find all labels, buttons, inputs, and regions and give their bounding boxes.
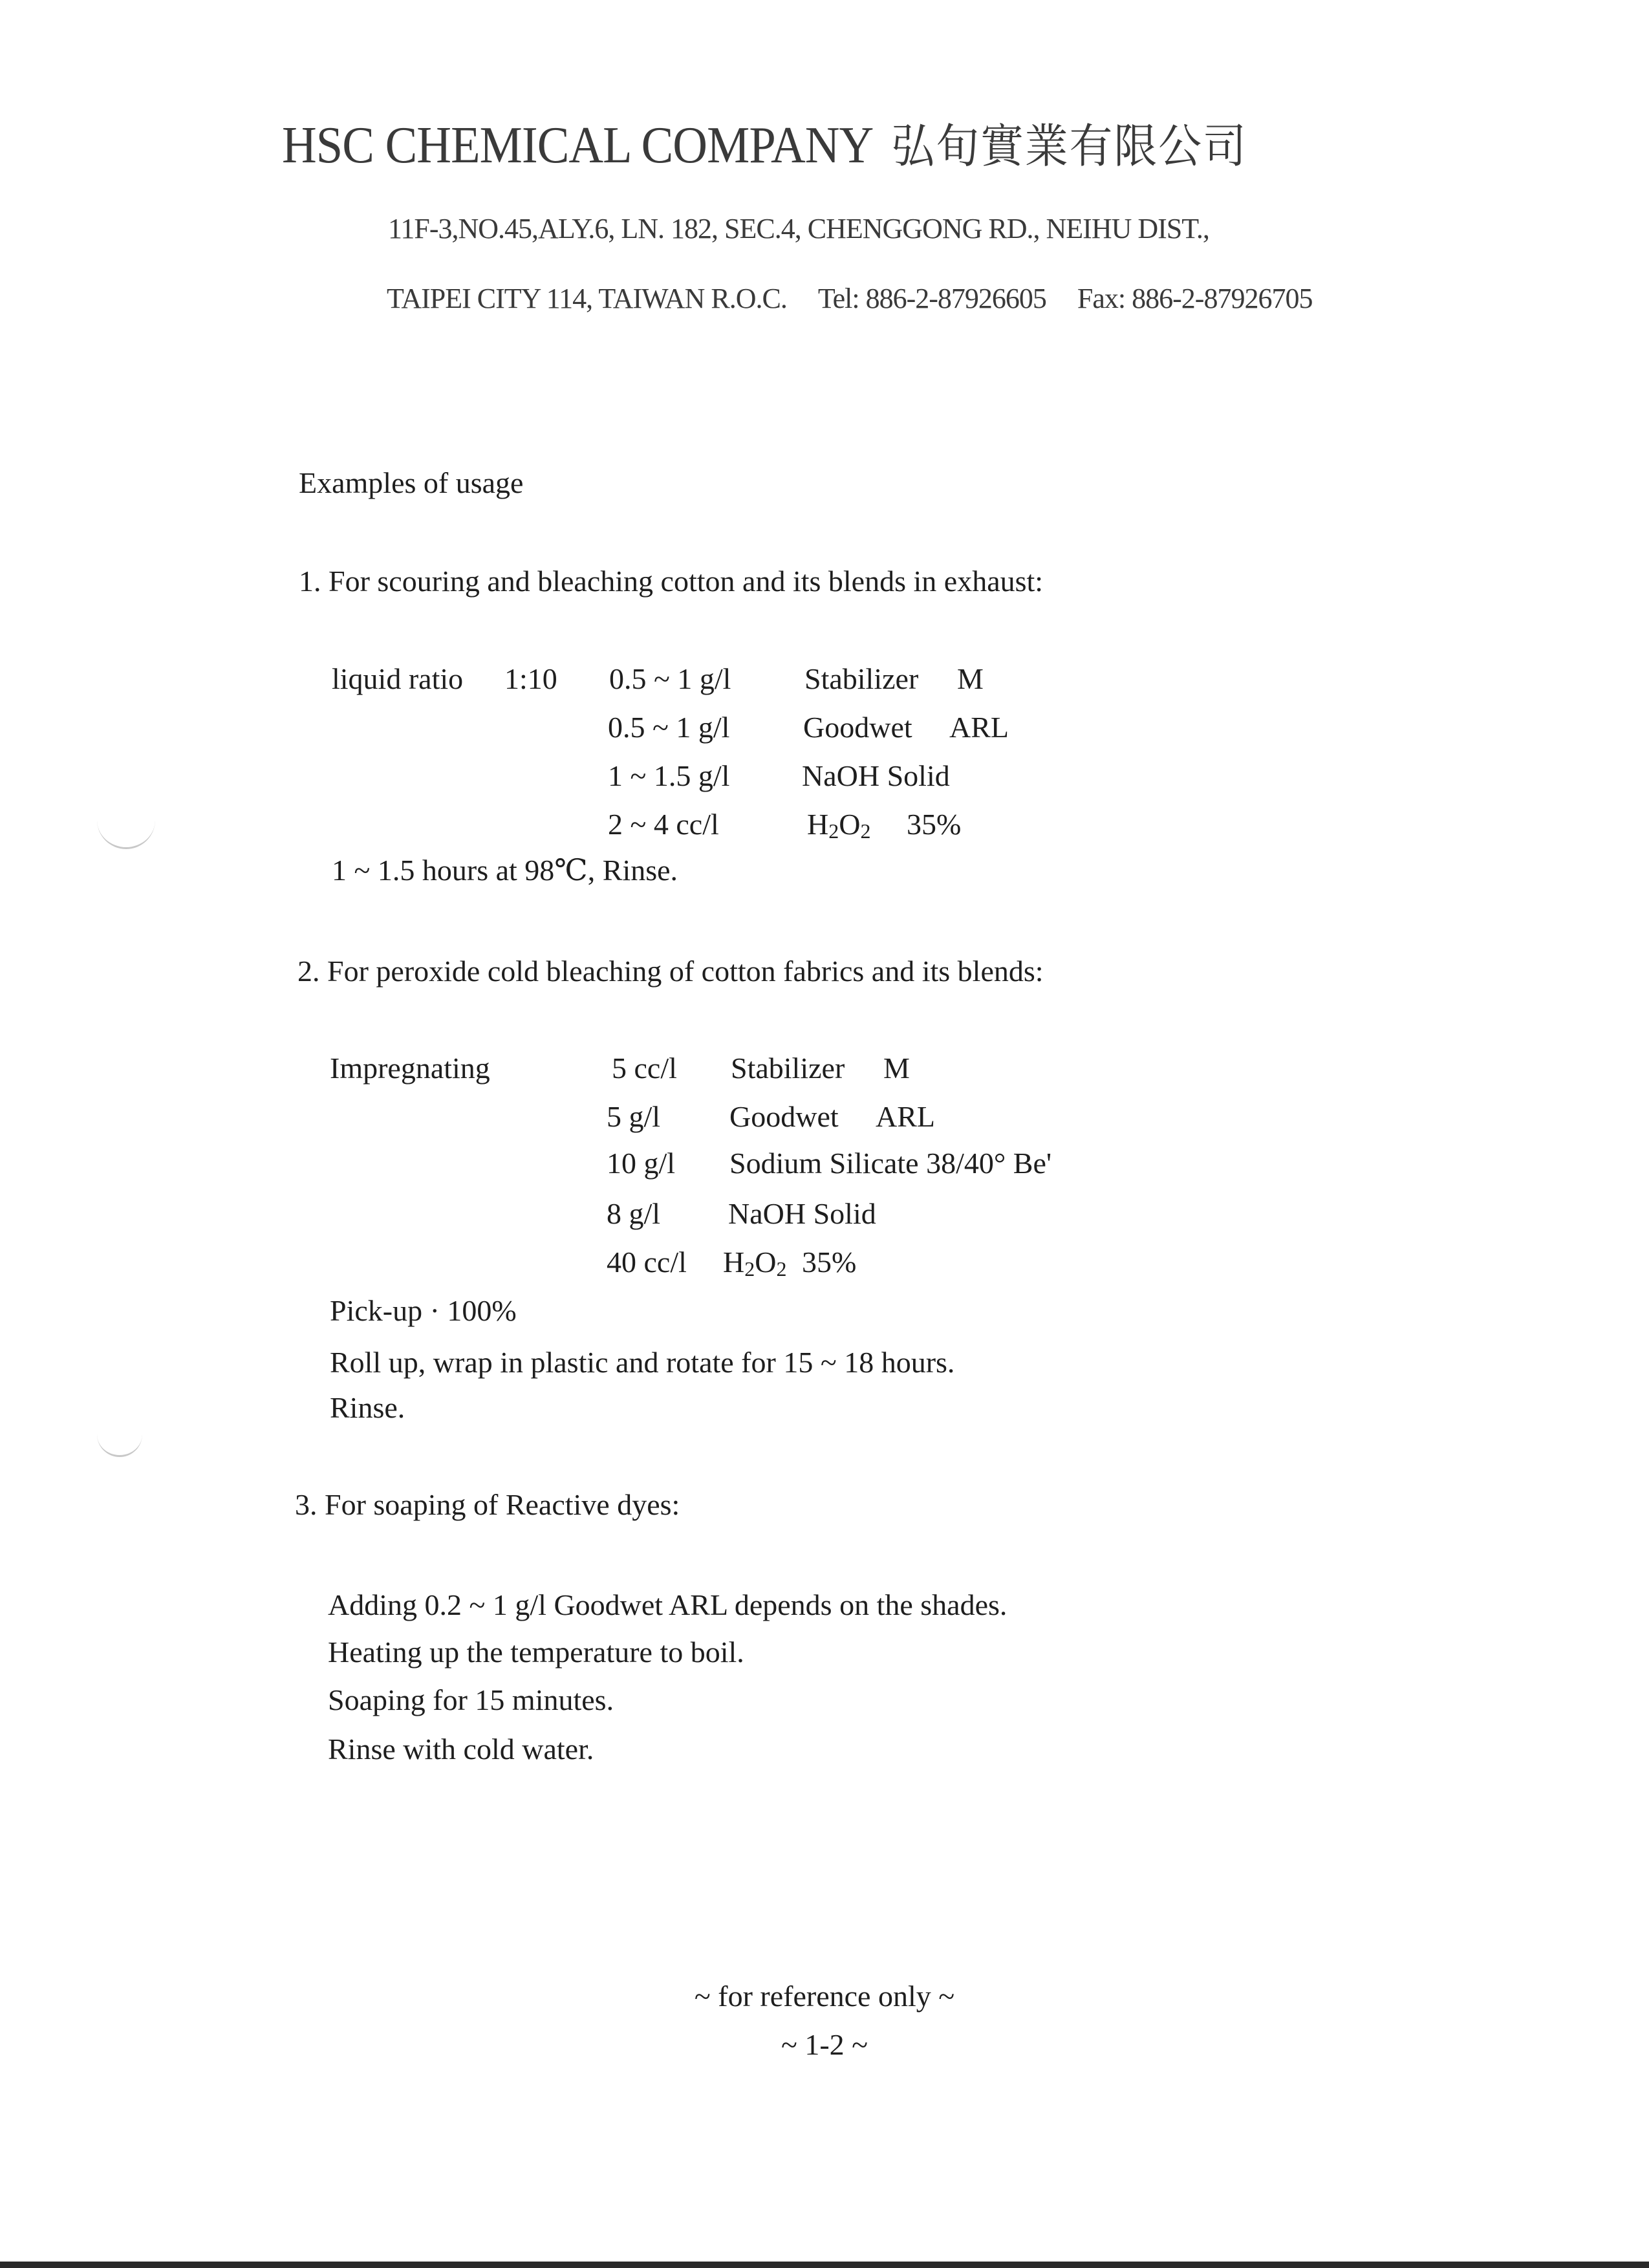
section-2-roll: Roll up, wrap in plastic and rotate for 15 ~ 18 hours. (330, 1346, 955, 1379)
address-line-1: 11F-3,NO.45,ALY.6, LN. 182, SEC.4, CHENGGONG RD., NEIHU DIST., (388, 213, 1209, 244)
s1-row-1-name: Stabilizer (804, 662, 919, 695)
s1-row-3-amount: 1 ~ 1.5 g/l (608, 759, 730, 792)
s1-row-4-name: H2O2 (807, 808, 871, 843)
s2-row-1-code: M (883, 1052, 910, 1085)
footer-disclaimer: ~ for reference only ~ (694, 1980, 955, 2013)
page-number: ~ 1-2 ~ (781, 2028, 868, 2061)
s1-row-4-code: 35% (907, 808, 962, 841)
s2-row-3-amount: 10 g/l (607, 1147, 676, 1180)
s1-row-1-amount: 0.5 ~ 1 g/l (609, 662, 731, 695)
address-line-2 (387, 282, 1312, 315)
s1-row-2-code: ARL (949, 711, 1009, 744)
s1-row-2-name: Goodwet (803, 711, 912, 744)
scan-edge (0, 2262, 1649, 2268)
address-city: TAIPEI CITY 114, TAIWAN R.O.C. (387, 283, 787, 314)
scan-hole-mark (97, 808, 155, 849)
s2-row-5-name: H2O2 (723, 1246, 787, 1280)
s2-row-5-code: 35% (802, 1246, 857, 1279)
s2-row-2-amount: 5 g/l (607, 1100, 661, 1133)
section-1-heading: 1. For scouring and bleaching cotton and its blends in exhaust: (299, 565, 1044, 598)
s2-row-2-name: Goodwet (729, 1100, 839, 1133)
s3-line-4: Rinse with cold water. (328, 1733, 594, 1766)
s1-row-3-name: NaOH Solid (802, 759, 950, 792)
s2-row-2-code: ARL (876, 1100, 935, 1133)
s1-row-1-code: M (957, 662, 984, 695)
s2-row-4-amount: 8 g/l (607, 1197, 661, 1230)
s2-row-1-name: Stabilizer (731, 1052, 845, 1085)
company-name-zh: 弘旬實業有限公司 (891, 119, 1247, 173)
s3-line-1: Adding 0.2 ~ 1 g/l Goodwet ARL depends on the shades. (328, 1588, 1008, 1621)
s2-row-5-amount: 40 cc/l (607, 1246, 687, 1279)
s3-line-2: Heating up the temperature to boil. (328, 1636, 744, 1669)
s3-line-3: Soaping for 15 minutes. (328, 1683, 614, 1716)
section-1-note: 1 ~ 1.5 hours at 98℃, Rinse. (332, 854, 678, 887)
section-2-heading: 2. For peroxide cold bleaching of cotton fabrics and its blends: (297, 955, 1044, 988)
s1-row-2-amount: 0.5 ~ 1 g/l (608, 711, 730, 744)
section-3-heading: 3. For soaping of Reactive dyes: (295, 1488, 680, 1521)
s1-row-4-amount: 2 ~ 4 cc/l (608, 808, 719, 841)
intro-heading: Examples of usage (299, 466, 524, 499)
s2-row-4-name: NaOH Solid (728, 1197, 876, 1230)
section-2-pickup: Pick-up · 100% (330, 1294, 517, 1327)
section-2-label: Impregnating (330, 1052, 490, 1085)
scan-hole-mark (97, 1423, 142, 1457)
section-1-ratio: 1:10 (504, 662, 557, 695)
telephone: Tel: 886-2-87926605 (817, 283, 1046, 314)
s2-row-3-name: Sodium Silicate 38/40° Be' (729, 1147, 1052, 1180)
s2-row-1-amount: 5 cc/l (612, 1052, 677, 1085)
fax: Fax: 886-2-87926705 (1077, 283, 1313, 314)
company-name (282, 109, 1247, 176)
section-2-rinse: Rinse. (330, 1391, 405, 1424)
section-1-label: liquid ratio (332, 662, 464, 695)
company-name-en: HSC CHEMICAL COMPANY (282, 117, 874, 174)
